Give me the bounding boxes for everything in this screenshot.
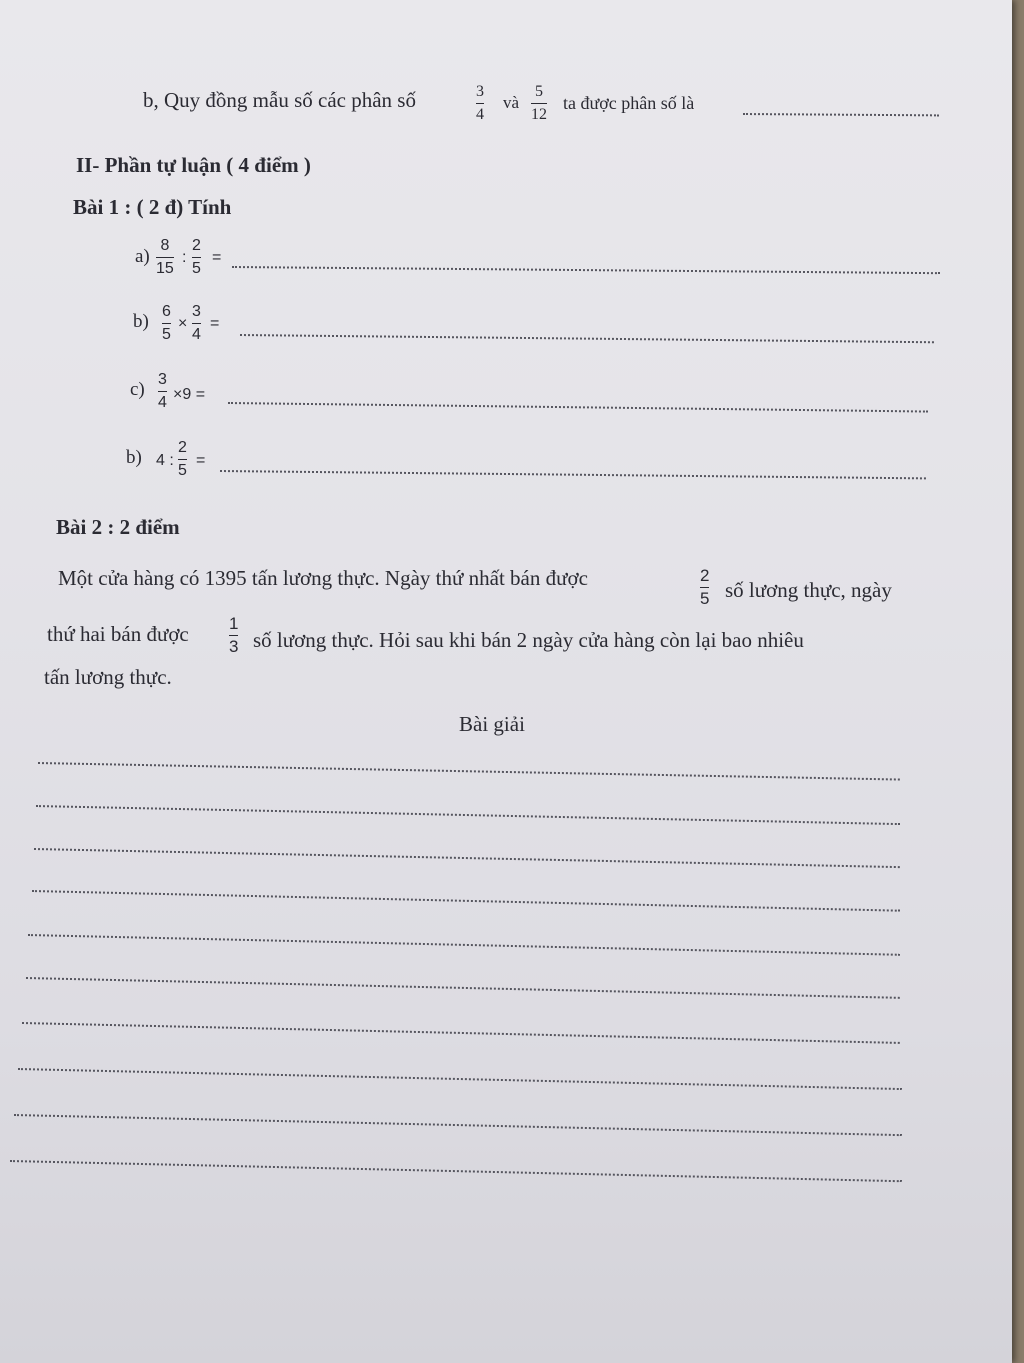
fraction-3-4 xyxy=(192,302,201,345)
question-b-prefix: b, Quy đồng mẫu số các phân số xyxy=(143,88,416,112)
fraction-bar xyxy=(476,103,484,104)
denominator: 12 xyxy=(531,106,547,123)
writing-line xyxy=(34,848,900,868)
multiply-nine: ×9 = xyxy=(173,386,206,403)
fraction-bar xyxy=(156,257,174,258)
item-label: b) xyxy=(126,447,142,468)
answer-line xyxy=(240,334,934,343)
fraction-bar xyxy=(531,103,547,104)
writing-line xyxy=(28,934,900,956)
problem-line-1-end: số lương thực, ngày xyxy=(725,578,892,602)
denominator: 3 xyxy=(229,637,239,656)
writing-line xyxy=(22,1022,900,1044)
denominator: 5 xyxy=(192,260,201,277)
numerator: 3 xyxy=(192,303,201,320)
operator: : xyxy=(182,249,187,266)
numerator: 2 xyxy=(192,237,201,254)
fraction-2-5 xyxy=(178,438,187,481)
equals-sign: = xyxy=(196,452,206,469)
fraction-bar xyxy=(158,391,167,392)
numerator: 8 xyxy=(160,237,170,254)
numerator: 1 xyxy=(229,614,239,633)
answer-line xyxy=(232,266,940,274)
question-b-connector: và xyxy=(503,93,520,112)
numerator: 3 xyxy=(476,83,484,100)
writing-line xyxy=(26,977,900,999)
denominator: 4 xyxy=(192,326,201,343)
writing-line xyxy=(14,1114,902,1136)
answer-line xyxy=(743,113,939,116)
problem-line-3: tấn lương thực. xyxy=(44,665,172,689)
denominator: 5 xyxy=(162,326,171,343)
fraction-3-4 xyxy=(476,82,484,125)
problem-line-2: thứ hai bán được xyxy=(47,622,189,646)
fraction-6-5 xyxy=(162,302,171,345)
writing-line xyxy=(10,1160,902,1182)
section-title: II- Phần tự luận ( 4 điểm ) xyxy=(76,153,311,177)
fraction-5-12 xyxy=(531,82,547,125)
denominator: 5 xyxy=(700,589,710,608)
fraction-bar xyxy=(192,257,201,258)
item-label: b) xyxy=(133,311,149,332)
numerator: 3 xyxy=(158,371,167,388)
exercise-1-title: Bài 1 : ( 2 đ) Tính xyxy=(73,195,232,219)
answer-line xyxy=(220,470,926,479)
item-label: c) xyxy=(130,379,145,400)
answer-line xyxy=(228,402,928,413)
numerator: 5 xyxy=(535,83,543,100)
fraction-bar xyxy=(178,459,187,460)
item-label: a) xyxy=(135,246,150,267)
fraction-bar xyxy=(229,635,238,636)
denominator: 4 xyxy=(158,394,167,411)
numerator: 6 xyxy=(162,303,171,320)
writing-line xyxy=(36,805,900,825)
problem-line-2-end: số lương thực. Hỏi sau khi bán 2 ngày cửa hàng còn lại bao nhiêu xyxy=(253,628,804,652)
fraction-bar xyxy=(700,587,709,588)
fraction-8-15 xyxy=(156,236,174,279)
numerator: 2 xyxy=(178,439,187,456)
equals-sign: = xyxy=(212,249,222,266)
fraction-2-5 xyxy=(192,236,201,279)
fraction-3-4 xyxy=(158,370,167,413)
numerator: 2 xyxy=(700,566,710,585)
dividend: 4 : xyxy=(156,452,174,469)
writing-line xyxy=(38,762,900,781)
fraction-2-5 xyxy=(700,566,709,609)
problem-line-1: Một cửa hàng có 1395 tấn lương thực. Ngày thứ nhất bán được xyxy=(58,566,588,590)
writing-line xyxy=(32,890,900,912)
denominator: 4 xyxy=(476,106,484,123)
operator: × xyxy=(178,315,188,332)
equals-sign: = xyxy=(210,315,220,332)
exercise-2-title: Bài 2 : 2 điểm xyxy=(56,515,180,539)
fraction-bar xyxy=(192,323,201,324)
question-b-suffix: ta được phân số là xyxy=(563,93,695,113)
denominator: 5 xyxy=(178,462,187,479)
fraction-bar xyxy=(162,323,171,324)
solution-title: Bài giải xyxy=(459,712,525,736)
writing-line xyxy=(18,1068,902,1090)
fraction-1-3 xyxy=(229,614,238,657)
denominator: 15 xyxy=(156,260,174,277)
